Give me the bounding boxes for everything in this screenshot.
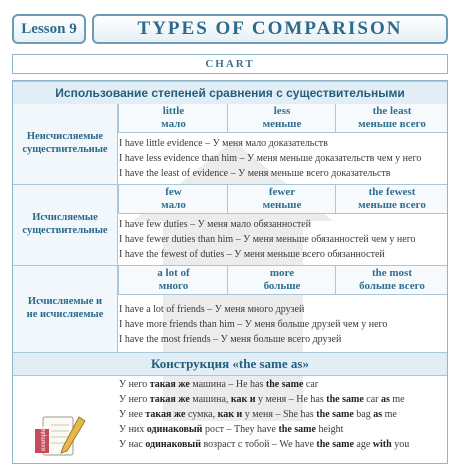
section1-title: Использование степеней сравнения с существительными — [13, 81, 447, 105]
group2-word-1: few мало — [118, 185, 228, 214]
bold-segment: как и — [230, 394, 256, 405]
group1-label: Неисчисляемые существительные — [13, 104, 118, 184]
group2-word-2: fewer меньше — [227, 185, 336, 214]
section2-title: Конструкция «the same as» — [13, 352, 447, 376]
text-segment: сумка, — [185, 409, 218, 420]
examples-icon — [33, 411, 97, 459]
example-line: I have a lot of friends – У меня много друзей — [119, 304, 305, 315]
group2-examples — [119, 217, 445, 262]
same-as-line — [119, 422, 447, 437]
text-segment: У него — [119, 394, 150, 405]
text-segment: car — [363, 394, 381, 405]
group1-examples — [119, 136, 445, 181]
examples-icon-label: examples — [41, 425, 47, 451]
example-line: I have more friends than him – У меня больше друзей чем у него — [119, 319, 388, 330]
text-segment: у меня – He has — [255, 394, 327, 405]
lesson-badge: Lesson 9 — [12, 14, 86, 44]
text-segment: у меня – She has — [242, 409, 317, 420]
text-segment: рост – They have — [202, 424, 279, 435]
text-segment: машина – He has — [189, 379, 266, 390]
bold-segment: the same — [326, 394, 364, 405]
text-segment: У него — [119, 379, 150, 390]
bold-segment: the same — [316, 439, 354, 450]
group3-word-1: a lot of много — [118, 266, 228, 295]
bold-segment: одинаковый — [146, 424, 203, 435]
same-as-line — [119, 377, 447, 392]
page-title: TYPES OF COMPARISON — [92, 14, 448, 44]
example-line: I have less evidence than him – У меня меньше доказательств чем у него — [119, 153, 422, 164]
example-line: I have the least of evidence – У меня меньше всего доказательств — [119, 168, 391, 179]
text-segment: У них — [119, 424, 147, 435]
same-as-line — [119, 437, 447, 452]
bold-segment: the same — [265, 379, 304, 390]
group3-examples — [119, 302, 445, 347]
bold-segment: одинаковый — [145, 439, 201, 450]
text-segment: bag — [353, 409, 374, 420]
bold-segment: такая же — [149, 394, 190, 405]
bold-segment: как и — [217, 409, 243, 420]
bold-segment: такая же — [149, 379, 190, 390]
header — [12, 14, 448, 46]
example-line: I have little evidence – У меня мало доказательств — [119, 138, 328, 149]
bold-segment: the same — [278, 424, 316, 435]
bold-segment: такая же — [145, 409, 186, 420]
same-as-line — [119, 392, 447, 407]
same-as-line — [119, 407, 447, 422]
text-segment: you — [391, 439, 410, 450]
bold-segment: as — [373, 409, 383, 420]
same-as-examples — [119, 377, 447, 452]
group1-word-1: little мало — [118, 104, 228, 133]
group1-word-2: less меньше — [227, 104, 336, 133]
group3-word-2: more больше — [227, 266, 336, 295]
text-segment: age — [353, 439, 373, 450]
bold-segment: with — [372, 439, 392, 450]
example-line: I have fewer duties than him – У меня меньше обязанностей чем у него — [119, 234, 416, 245]
example-line: I have few duties – У меня мало обязанностей — [119, 219, 312, 230]
text-segment: У нее — [119, 409, 146, 420]
group1-word-3: the least меньше всего — [335, 104, 448, 133]
text-segment: машина, — [189, 394, 231, 405]
comparison-table — [12, 80, 448, 464]
text-segment: height — [315, 424, 344, 435]
text-segment: me — [382, 409, 397, 420]
example-line: I have the fewest of duties – У меня меньше всего обязанностей — [119, 249, 385, 260]
group3-label: Исчисляемые и не исчисляемые — [13, 266, 118, 352]
text-segment: У нас — [119, 439, 146, 450]
group3-word-3: the most больше всего — [335, 266, 448, 295]
bold-segment: the same — [316, 409, 354, 420]
bold-segment: as — [380, 394, 390, 405]
example-line: I have the most friends – У меня больше всего друзей — [119, 334, 342, 345]
group2-label: Исчисляемые существительные — [13, 185, 118, 265]
group2-word-3: the fewest меньше всего — [335, 185, 448, 214]
text-segment: возраст с тобой – We have — [200, 439, 317, 450]
chart-label: CHART — [12, 54, 448, 74]
text-segment: me — [389, 394, 405, 405]
text-segment: car — [303, 379, 319, 390]
